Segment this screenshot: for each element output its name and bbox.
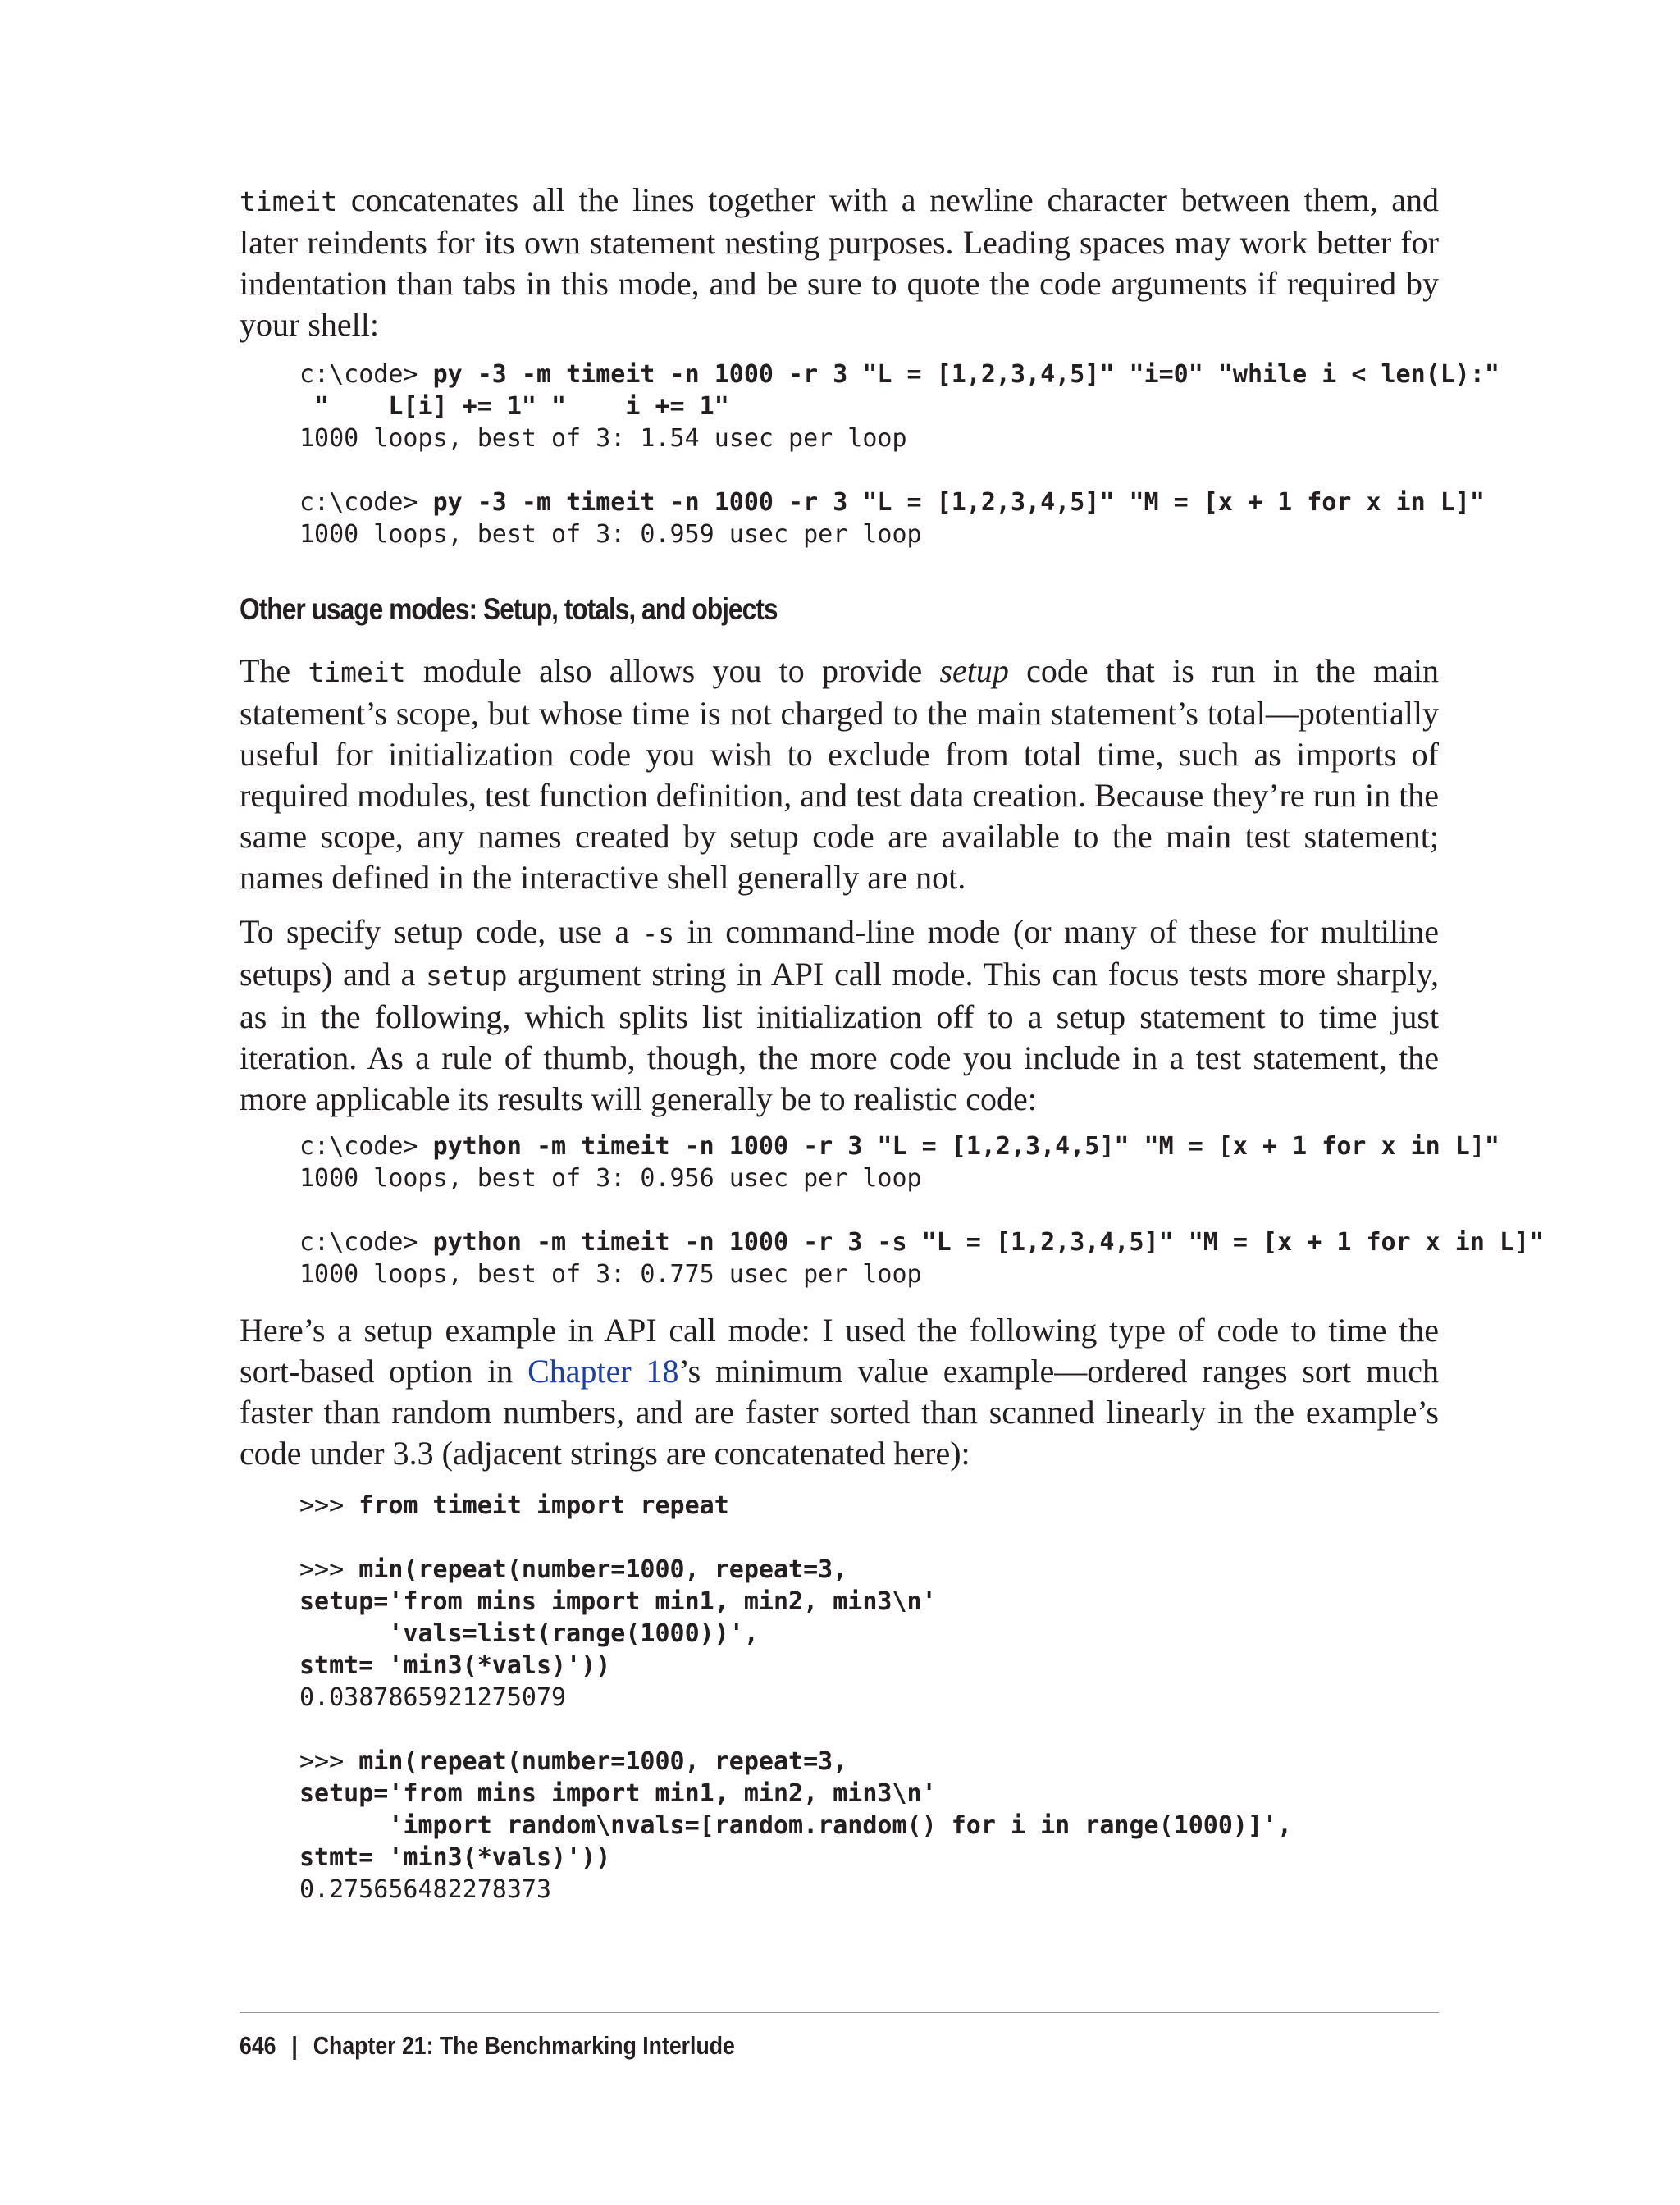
paragraph-setup-intro: The timeit module also allows you to provide setup code that is run in the main statement’s scope, but whose time is not charged to the main statement’s total—potentially useful for initialization code you wish to exclude from total time, such as imports of required modules, test function definition, and test data creation. Because they’re run in the same scope, any names created by setup code are available to the main test statement; names defined in the interactive shell generally are not. — [240, 652, 1440, 896]
code-block-setup-commandline: c:\code> python -m timeit -n 1000 -r 3 "L = [1,2,3,4,5]" "M = [x + 1 for x in L]" 1000 loops, best of 3: 0.956 usec per loop c:\code> python -m timeit -n 1000 -r 3 -s "L = [1,2,3,4,5]" "M = [x + 1 for x in L]" 1000 loops, best of 3: 0.775 usec per loop — [299, 1132, 1545, 1289]
footer-text — [240, 2031, 1271, 2061]
paragraph-timeit-multiline: timeit concatenates all the lines together with a newline character between them, and later reindents for its own statement nesting purposes. Leading spaces may work better for indentation than tabs in this mode, and be sure to quote the code arguments if required by your shell: — [240, 181, 1439, 343]
paragraph-setup-code: To specify setup code, use a -s in command-line mode (or many of these for multiline setups) and a setup argument string in API call mode. This can focus tests more sharply, as in the following, which splits list initialization off to a setup statement to time just iteration. As a rule of thumb, though, the more code you include in a test statement, the more applicable its results will generally be to realistic code: — [240, 913, 1440, 1117]
chapter-title: Chapter 21: The Benchmarking Interlude — [313, 2031, 735, 2060]
inline-code-setup: setup — [426, 960, 508, 992]
page-footer — [240, 2012, 1439, 2061]
footer-separator: | — [291, 2031, 298, 2060]
section-heading: Other usage modes: Setup, totals, and objects — [240, 592, 778, 626]
chapter-18-link[interactable]: Chapter 18 — [527, 1353, 679, 1390]
paragraph-api-setup: Here’s a setup example in API call mode: I used the following type of code to time the sort-based option in Chapter 18’s minimum value example—ordered ranges sort much faster than random numbers, and are faster sorted than scanned linearly in the example’s code under 3.3 (adjacent strings are concatenated here): — [240, 1312, 1440, 1472]
code-block-multiline-timeit: c:\code> py -3 -m timeit -n 1000 -r 3 "L = [1,2,3,4,5]" "i=0" "while i < len(L):" " L[i] += 1" " i += 1" 1000 loops, best of 3: 1.54 usec per loop c:\code> py -3 -m timeit -n 1000 -r 3 "L = [1,2,3,4,5]" "M = [x + 1 for x in L]" 1000 loops, best of 3: 0.959 usec per loop — [299, 360, 1500, 549]
inline-code-timeit: timeit — [308, 656, 406, 688]
inline-code-s-flag: -s — [641, 917, 675, 949]
inline-code-timeit: timeit — [240, 185, 338, 217]
page-number: 646 — [240, 2031, 276, 2060]
code-block-api-repeat: >>> from timeit import repeat >>> min(repeat(number=1000, repeat=3, setup='from mins import min1, min2, min3\n' 'vals=list(range(1000))', stmt= 'min3(*vals)')) 0.0387865921275079 >>> min(repeat(number=1000, repeat=3, setup='from mins import min1, min2, min3\n' 'import random\nvals=[random.random() for i in range(1000)]', stmt= 'min3(*vals)')) 0.275656482278373 — [299, 1491, 1293, 1904]
